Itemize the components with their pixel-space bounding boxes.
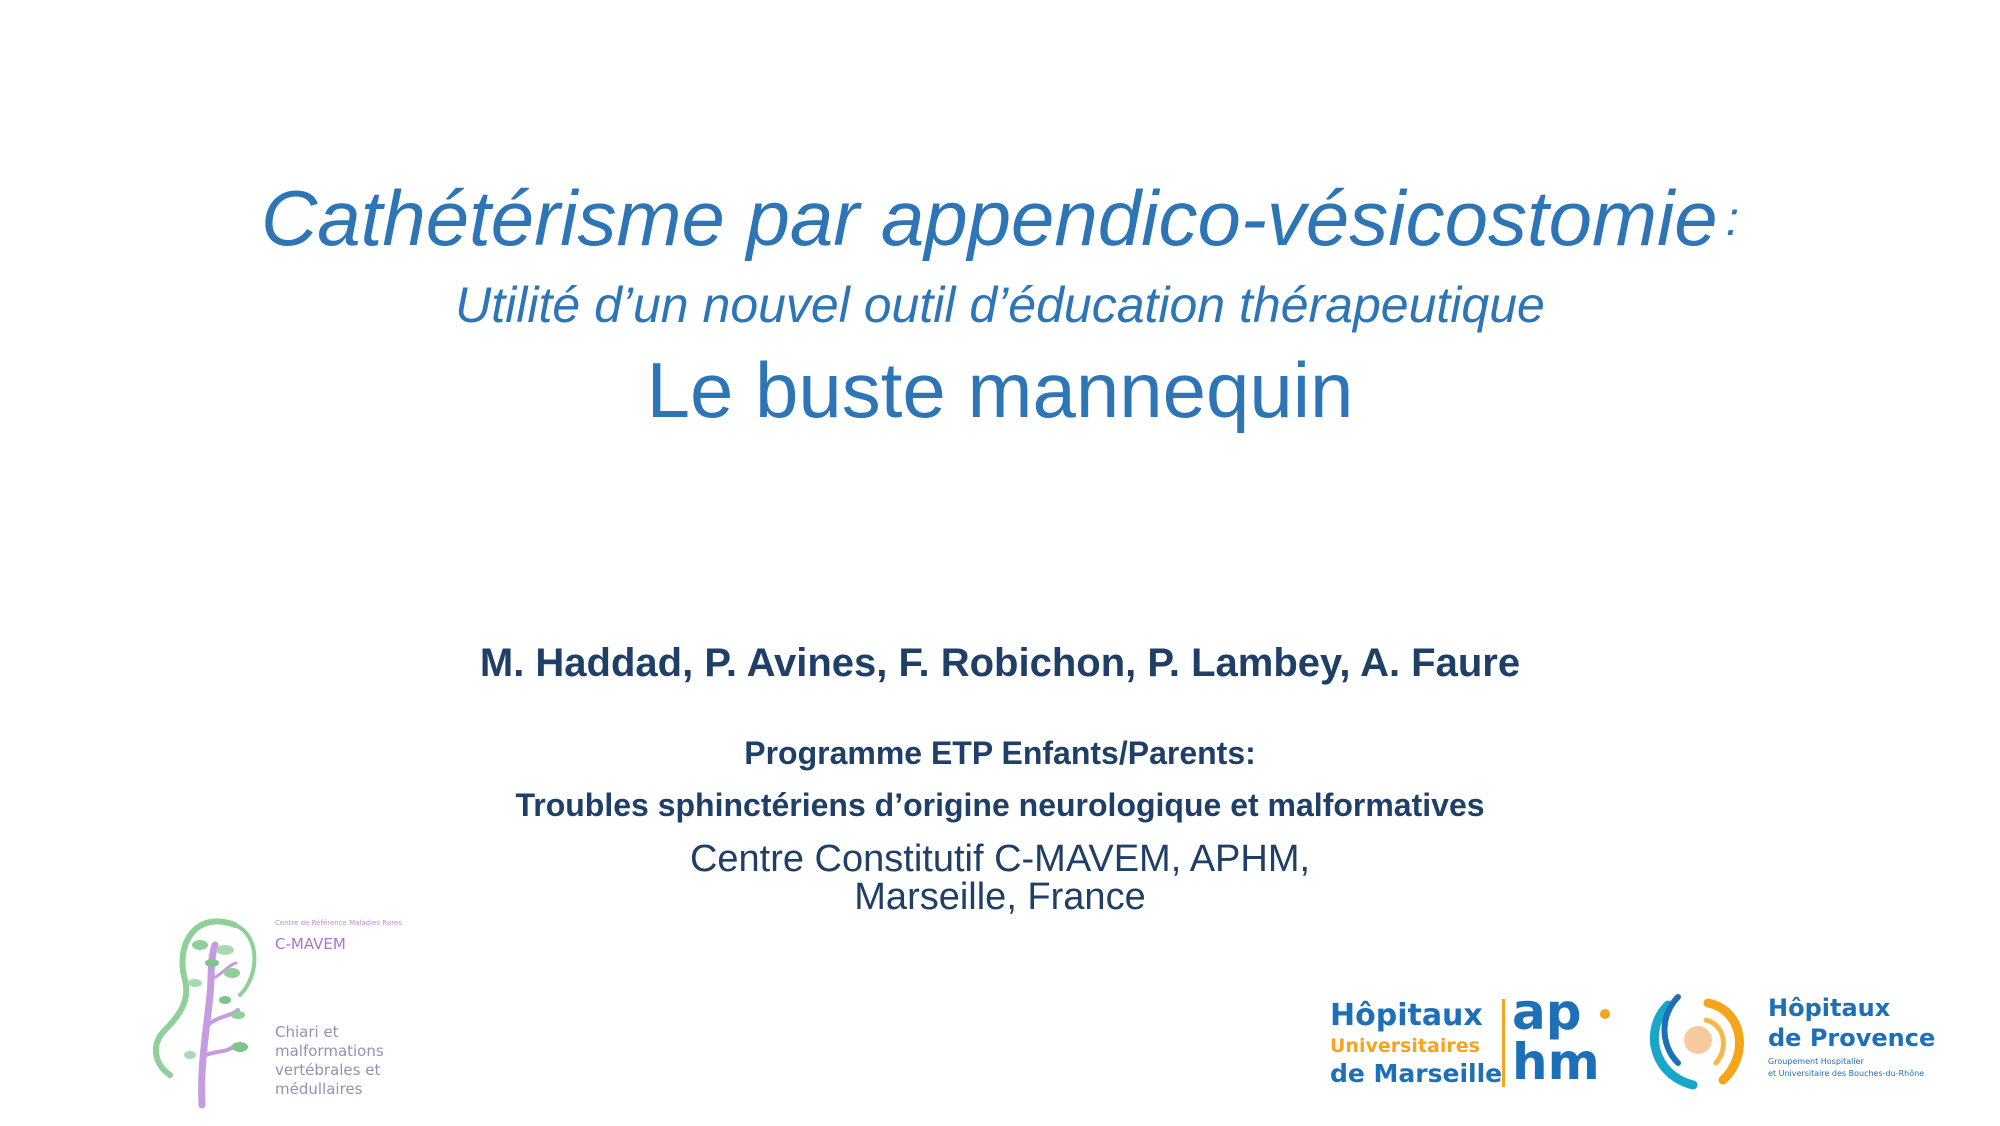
cmavem-name: C-MAVEM [275,935,346,953]
authors: M. Haddad, P. Avines, F. Robichon, P. Lambey, A. Faure [479,641,1521,685]
provence-swirl-icon [1638,985,1758,1095]
programme-line-2: Troubles sphinctériens d’origine neurologique et malformatives [515,787,1485,823]
centre-line-1: Centre Constitutif C-MAVEM, APHM, [689,838,1311,880]
aphm-line-3: de Marseille [1330,1059,1503,1088]
provence-line-4: et Universitaire des Bouches-du-Rhône [1768,1069,1925,1078]
centre-line-2: Marseille, France [854,876,1146,918]
aphm-line-1: Hôpitaux [1330,998,1483,1033]
aphm-dot-icon [1600,1009,1610,1019]
aphm-logo [1330,983,1610,1095]
cmavem-small-text: Centre de Référence Maladies Rares [275,919,402,927]
provence-line-2: de Provence [1768,1024,1936,1052]
cmavem-desc-3: vertébrales et [275,1061,381,1079]
title-colon: : [1725,193,1740,246]
cmavem-desc-4: médullaires [275,1080,363,1098]
title-main: Cathétérisme par appendico-vésicostomie [260,174,1718,262]
subtitle: Utilité d’un nouvel outil d’éducation thérapeutique [455,277,1545,333]
provence-line-1: Hôpitaux [1768,994,1891,1022]
aphm-hm: hm [1512,1033,1600,1091]
programme-line-1: Programme ETP Enfants/Parents: [744,735,1256,771]
cmavem-desc-2: malformations [275,1042,384,1060]
title-line-3: Le buste mannequin [646,346,1354,434]
aphm-divider [1502,999,1505,1087]
aphm-ap: ap [1512,983,1582,1041]
cmavem-logo [140,905,430,1115]
provence-logo-text [1768,996,1998,1086]
tree-head-icon [140,905,270,1115]
provence-line-3: Groupement Hospitalier [1768,1057,1864,1066]
title-line-1 [0,176,2000,262]
cmavem-desc-1: Chiari et [275,1023,339,1041]
aphm-line-2: Universitaires [1330,1035,1480,1057]
